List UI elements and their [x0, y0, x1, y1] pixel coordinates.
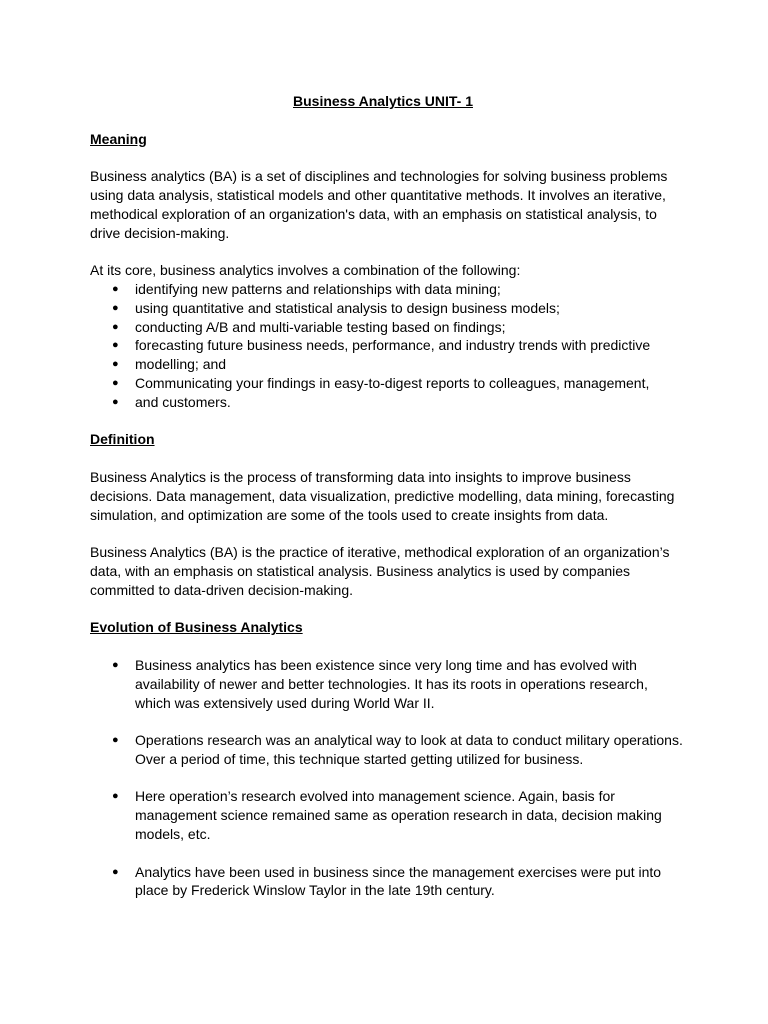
- list-item: [90, 355, 690, 374]
- list-item: [90, 299, 690, 318]
- text-line: decisions. Data management, data visualization, predictive modelling, data mining, forecasting: [90, 487, 675, 504]
- text-line: methodical exploration of an organization's data, with an emphasis on statistical analysis, to: [90, 205, 657, 222]
- list-item: [90, 863, 690, 901]
- list-item: [90, 787, 690, 843]
- text-line: simulation, and optimization are some of the tools used to create insights from data.: [90, 506, 609, 523]
- document-title: Business Analytics UNIT- 1: [293, 93, 473, 109]
- bullet-icon: ●: [112, 865, 119, 878]
- definition-paragraph-1: [90, 468, 690, 524]
- meaning-paragraph: [90, 167, 690, 242]
- bullet-icon: ●: [112, 395, 119, 408]
- meaning-intro: At its core, business analytics involves a combination of the following:: [90, 262, 521, 279]
- list-item: [90, 393, 690, 412]
- list-item: [90, 731, 690, 769]
- bullet-icon: ●: [112, 734, 119, 747]
- list-item-text: modelling; and: [135, 356, 227, 373]
- text-line: drive decision-making.: [90, 224, 230, 241]
- text-line: data, with an emphasis on statistical analysis. Business analytics is used by companies: [90, 562, 631, 579]
- list-item-text: and customers.: [135, 393, 231, 410]
- bullet-icon: ●: [112, 301, 119, 314]
- list-item-line: Analytics have been used in business since the management exercises were put into: [135, 863, 662, 880]
- list-item-text: identifying new patterns and relationships with data mining;: [135, 280, 501, 297]
- text-line: Business Analytics (BA) is the practice of iterative, methodical exploration of an organization’s: [90, 544, 670, 561]
- bullet-icon: ●: [112, 790, 119, 803]
- text-line: Business analytics (BA) is a set of disciplines and technologies for solving business problems: [90, 168, 668, 185]
- bullet-icon: ●: [112, 320, 119, 333]
- list-item-line: Over a period of time, this technique started getting utilized for business.: [135, 750, 584, 767]
- list-item-text: forecasting future business needs, performance, and industry trends with predictive: [135, 337, 651, 354]
- list-item-line: management science remained same as operation research in data, decision making: [135, 807, 662, 824]
- evolution-bullet-list: [90, 656, 690, 900]
- list-item-line: Here operation’s research evolved into management science. Again, basis for: [135, 788, 615, 805]
- bullet-icon: ●: [112, 376, 119, 389]
- bullet-icon: ●: [112, 358, 119, 371]
- list-item: [90, 374, 690, 393]
- bullet-icon: ●: [112, 658, 119, 671]
- text-line: committed to data-driven decision-making.: [90, 581, 354, 598]
- list-item-line: availability of newer and better technologies. It has its roots in operations research,: [135, 675, 648, 692]
- list-item-line: models, etc.: [135, 826, 211, 843]
- definition-heading: Definition: [90, 431, 155, 448]
- meaning-bullet-list: [90, 280, 690, 412]
- list-item-line: which was extensively used during World War II.: [135, 694, 435, 711]
- evolution-heading: Evolution of Business Analytics: [90, 619, 303, 636]
- text-line: using data analysis, statistical models and other quantitative methods. It involves an iterative,: [90, 186, 666, 203]
- list-item: [90, 656, 690, 712]
- meaning-heading: Meaning: [90, 130, 147, 147]
- list-item-text: conducting A/B and multi-variable testing based on findings;: [135, 318, 506, 335]
- list-item-text: using quantitative and statistical analysis to design business models;: [135, 299, 560, 316]
- list-item: [90, 318, 690, 337]
- list-item: [90, 280, 690, 299]
- list-item-line: place by Frederick Winslow Taylor in the late 19th century.: [135, 882, 495, 899]
- bullet-icon: ●: [112, 282, 119, 295]
- bullet-icon: ●: [112, 339, 119, 352]
- list-item-line: Business analytics has been existence since very long time and has evolved with: [135, 656, 637, 673]
- definition-paragraph-2: [90, 543, 690, 599]
- document-page: [90, 92, 690, 919]
- list-item: [90, 336, 690, 355]
- list-item-line: Operations research was an analytical way to look at data to conduct military operations.: [135, 732, 683, 749]
- text-line: Business Analytics is the process of transforming data into insights to improve business: [90, 468, 631, 485]
- list-item-text: Communicating your findings in easy-to-digest reports to colleagues, management,: [135, 374, 650, 391]
